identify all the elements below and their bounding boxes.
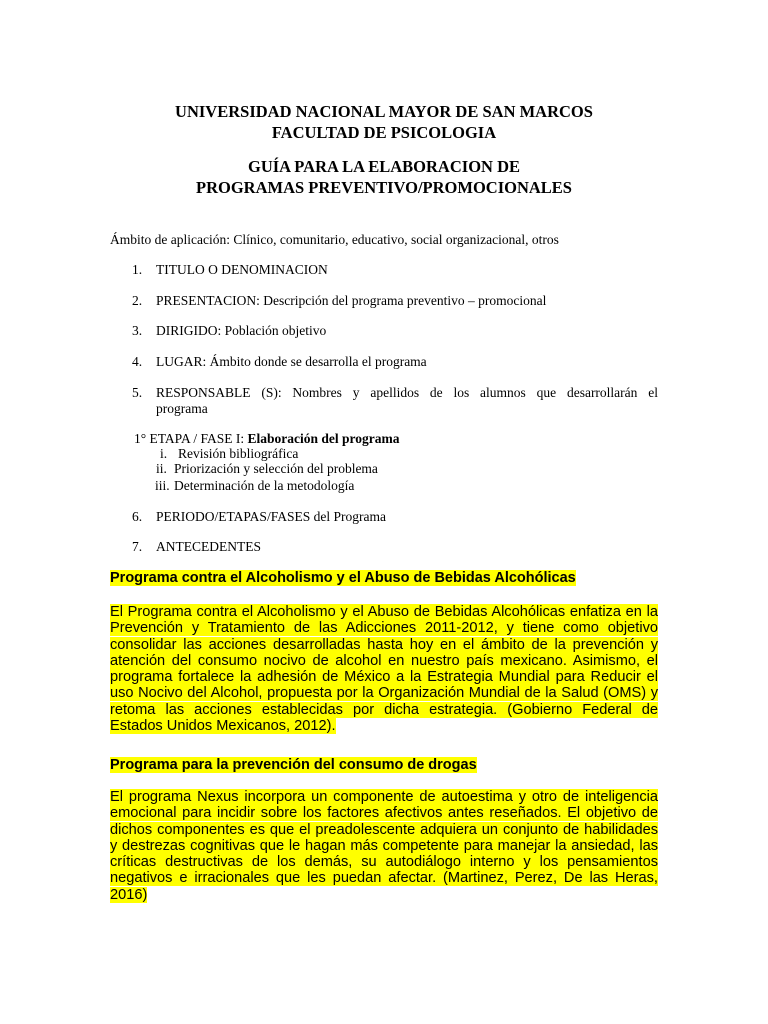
section1-body xyxy=(110,604,658,734)
item-text: RESPONSABLE (S): Nombres y apellidos de los alumnos que desarrollarán el xyxy=(156,385,658,400)
section2-heading-text: Programa para la prevención del consumo de drogas xyxy=(110,757,477,773)
item-number: 7. xyxy=(132,539,143,554)
subitem-text: Priorización y selección del problema xyxy=(174,461,378,476)
scope-text: Ámbito de aplicación: Clínico, comunitario, educativo, social organizacional, otros xyxy=(110,232,559,247)
stage-heading xyxy=(134,431,399,447)
item-number: 5. xyxy=(132,385,143,400)
section1-heading-text: Programa contra el Alcoholismo y el Abuso de Bebidas Alcohólicas xyxy=(110,570,576,586)
subitem-text: Revisión bibliográfica xyxy=(178,446,299,461)
item-number: 1. xyxy=(132,262,143,277)
section2-body-text: El programa Nexus incorpora un componente de autoestima y otro de inteligencia emocional para incidir sobre los factores afectivos antes reseñados. El objetivo de dichos componentes es que el preadolescente adquiera un conjunto de habilidades y destrezas cognitivas que le hagan más competente para manejar la ansiedad, las críticas destructivas de los demás, su autodiálogo interno y los pensamientos negativos e irracionales que les puedan afectar. (Martinez, Perez, De las Heras, 2016) xyxy=(110,789,658,903)
item-text: TITULO O DENOMINACION xyxy=(156,262,328,277)
subitem-text: Determinación de la metodología xyxy=(174,478,355,493)
item-text-continued: programa xyxy=(156,401,208,416)
section1-heading xyxy=(110,569,576,588)
guide-title-line1: GUÍA PARA LA ELABORACION DE xyxy=(248,157,520,176)
section2-heading xyxy=(110,756,477,775)
item-text: PRESENTACION: Descripción del programa preventivo – promocional xyxy=(156,293,547,308)
item-text: PERIODO/ETAPAS/FASES del Programa xyxy=(156,509,386,524)
item-text: ANTECEDENTES xyxy=(156,539,261,554)
university-title: UNIVERSIDAD NACIONAL MAYOR DE SAN MARCOS xyxy=(175,102,593,121)
item-text: DIRIGIDO: Población objetivo xyxy=(156,323,327,338)
subitem-number: iii. xyxy=(155,478,170,493)
stage-title: Elaboración del programa xyxy=(247,431,400,446)
faculty-title: FACULTAD DE PSICOLOGIA xyxy=(271,123,497,142)
subitem-number: ii. xyxy=(156,461,167,476)
stage-prefix: 1° ETAPA / FASE I: xyxy=(134,431,248,446)
item-text: LUGAR: Ámbito donde se desarrolla el programa xyxy=(156,354,427,369)
item-number: 4. xyxy=(132,354,143,369)
item-number: 3. xyxy=(132,323,143,338)
section1-body-text: El Programa contra el Alcoholismo y el Abuso de Bebidas Alcohólicas enfatiza en la Prevención y Tratamiento de las Adicciones 2011-2012, y tiene como objetivo consolidar las acciones desarrolladas hasta hoy en el ámbito de la prevención y atención del consumo nocivo de alcohol en nuestro país mexicano. Asimismo, el programa fortalece la adhesión de México a la Estrategia Mundial para Reducir el uso Nocivo del Alcohol, propuesta por la Organización Mundial de la Salud (OMS) y retoma las acciones establecidas por dicha estrategia. (Gobierno Federal de Estados Unidos Mexicanos, 2012). xyxy=(110,604,658,735)
subitem-number: i. xyxy=(160,446,168,461)
section2-body xyxy=(110,789,658,903)
item-number: 6. xyxy=(132,509,143,524)
guide-title-line2: PROGRAMAS PREVENTIVO/PROMOCIONALES xyxy=(196,178,572,197)
item-number: 2. xyxy=(132,293,143,308)
